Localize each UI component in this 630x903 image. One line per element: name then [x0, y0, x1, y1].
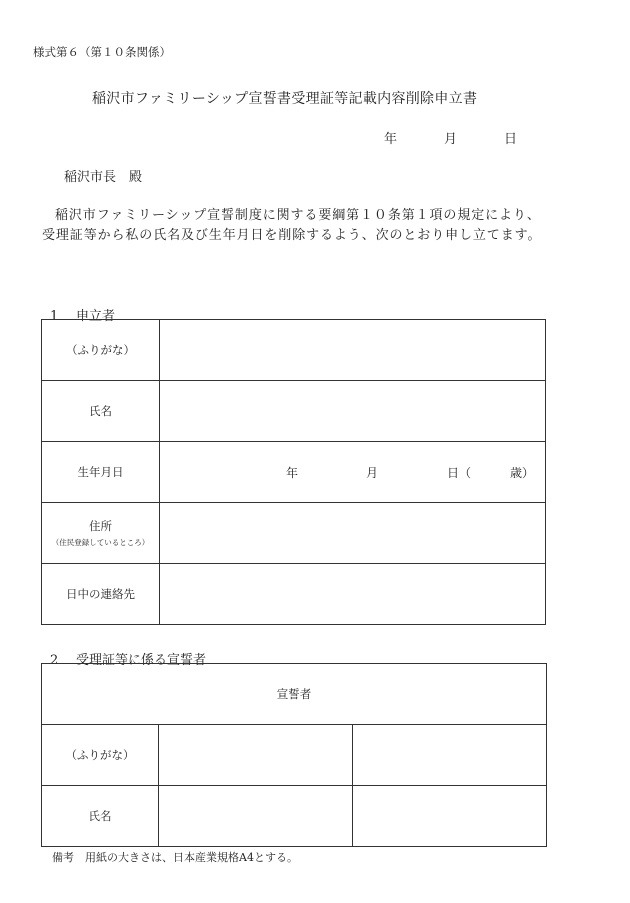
document-title: 稲沢市ファミリーシップ宣誓書受理証等記載内容削除申立書	[92, 91, 478, 107]
table-row	[42, 320, 546, 381]
table-row	[42, 664, 547, 725]
section1-number: 1	[50, 309, 59, 324]
applicant-table	[41, 319, 546, 625]
section1-title: 申立者	[76, 309, 116, 324]
section2-number: 2	[50, 653, 59, 668]
dob-day-label: 日（	[447, 466, 472, 480]
table-row	[42, 442, 546, 503]
date-year-label: 年	[384, 132, 398, 147]
declarant-table	[41, 663, 547, 847]
dob-month-label: 月	[366, 466, 379, 480]
applicant-contact-field[interactable]	[160, 564, 546, 625]
address-note: （住民登録しているところ）	[51, 538, 150, 547]
declarant2-furigana-field[interactable]	[353, 725, 547, 786]
name-label: 氏名	[42, 381, 160, 442]
date-month-label: 月	[444, 132, 458, 147]
dob-age-label: 歳）	[510, 466, 535, 480]
dob-label: 生年月日	[42, 442, 160, 503]
applicant-name-field[interactable]	[160, 381, 546, 442]
section2-title: 受理証等に係る宣誓者	[76, 653, 207, 668]
table-row	[42, 725, 547, 786]
declarant-header: 宣誓者	[42, 664, 547, 725]
table-row	[42, 564, 546, 625]
applicant-address-field[interactable]	[160, 503, 546, 564]
applicant-furigana-field[interactable]	[160, 320, 546, 381]
declarant-name-label: 氏名	[42, 786, 159, 847]
applicant-dob-field[interactable]	[160, 442, 546, 503]
table-row	[42, 381, 546, 442]
addressee: 稲沢市長 殿	[64, 170, 143, 185]
contact-label: 日中の連絡先	[42, 564, 160, 625]
declarant-furigana-label: （ふりがな）	[42, 725, 159, 786]
declarant1-furigana-field[interactable]	[159, 725, 353, 786]
footnote: 備考 用紙の大きさは、日本産業規格A4とする。	[52, 851, 298, 864]
form-number: 様式第６（第１０条関係）	[33, 45, 171, 59]
address-label	[42, 503, 160, 564]
table-row	[42, 503, 546, 564]
declarant1-name-field[interactable]	[159, 786, 353, 847]
declarant2-name-field[interactable]	[353, 786, 547, 847]
body-text: 稲沢市ファミリーシップ宣誓制度に関する要綱第１０条第１項の規定により、受理証等から私の氏名及び生年月日を削除するよう、次のとおり申し立てます。	[42, 208, 542, 243]
dob-year-label: 年	[286, 466, 299, 480]
table-row	[42, 786, 547, 847]
address-label-text: 住所	[89, 519, 112, 533]
furigana-label: （ふりがな）	[42, 320, 160, 381]
date-day-label: 日	[504, 132, 518, 147]
